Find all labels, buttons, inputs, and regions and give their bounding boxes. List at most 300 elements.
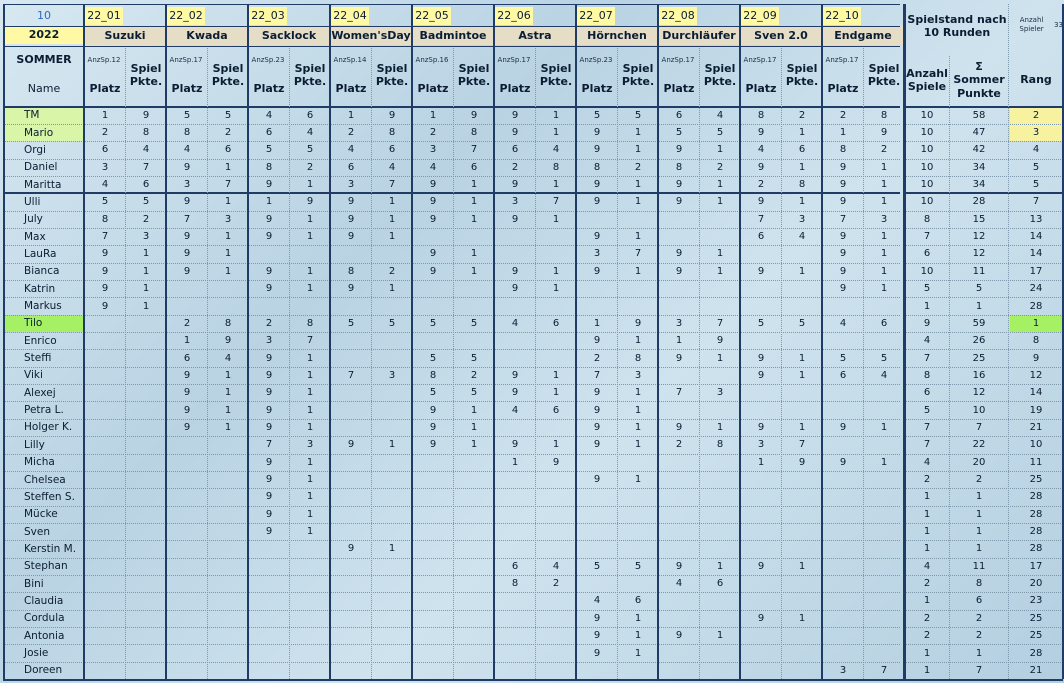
rang-cell: 14	[1029, 387, 1043, 399]
header-rule	[4, 4, 900, 5]
points-cell: 5	[388, 317, 396, 329]
platz-cell	[659, 297, 699, 314]
platz-cell	[823, 401, 863, 418]
game-players-4	[413, 46, 451, 74]
points-cell	[700, 228, 740, 245]
platz-cell: 8	[101, 213, 109, 225]
platz-cell	[659, 471, 699, 488]
platz-cell	[85, 575, 125, 592]
platz-cell: 9	[593, 404, 601, 416]
points-cell	[454, 297, 494, 314]
grid-hline	[4, 280, 900, 281]
platz-cell: 9	[183, 248, 191, 260]
player-name: Alexej	[24, 386, 56, 399]
platz-cell	[413, 558, 453, 575]
platz-cell: 5	[347, 317, 355, 329]
anzahl-cell: 1	[923, 508, 931, 520]
platz-cell: 9	[593, 179, 601, 191]
platz-cell	[85, 610, 125, 627]
platz-cell: 9	[511, 109, 519, 121]
platz-cell	[495, 506, 535, 523]
grid-hline	[906, 471, 1063, 472]
sum-cell: 12	[972, 387, 986, 399]
grid-hline	[906, 332, 1063, 333]
platz-cell	[659, 506, 699, 523]
points-cell	[290, 592, 330, 609]
grid-hline	[906, 315, 1063, 316]
platz-header-6: Platz	[581, 82, 613, 96]
points-cell	[372, 454, 412, 471]
points-cell: 1	[716, 144, 724, 156]
points-cell	[454, 575, 494, 592]
points-cell	[864, 523, 904, 540]
points-cell: 2	[470, 369, 478, 381]
grid-hline	[4, 367, 900, 368]
anzsp-label: AnzSp.	[169, 55, 194, 64]
points-cell	[372, 488, 412, 505]
platz-cell	[577, 575, 617, 592]
points-cell	[864, 610, 904, 627]
platz-cell	[495, 297, 535, 314]
rang-cell: 25	[1029, 630, 1043, 642]
rang-cell: 4	[1032, 144, 1040, 156]
points-cell: 9	[634, 317, 642, 329]
platz-cell: 7	[675, 387, 683, 399]
anzahl-cell: 7	[923, 439, 931, 451]
platz-cell	[659, 662, 699, 679]
points-cell	[372, 384, 412, 401]
points-cell	[536, 644, 576, 661]
points-cell	[782, 575, 822, 592]
points-cell	[864, 297, 904, 314]
player-name: Ulli	[24, 195, 41, 208]
points-cell	[126, 419, 166, 436]
platz-cell: 9	[183, 161, 191, 173]
grid-hline	[4, 349, 900, 350]
points-cell	[536, 610, 576, 627]
platz-cell: 7	[101, 231, 109, 243]
platz-cell: 8	[429, 369, 437, 381]
sum-cell: 11	[972, 265, 986, 277]
player-name: Mario	[4, 124, 84, 141]
points-cell: 8	[880, 109, 888, 121]
platz-cell	[331, 297, 371, 314]
platz-cell: 9	[429, 265, 437, 277]
points-cell: 1	[716, 248, 724, 260]
platz-cell: 1	[757, 456, 765, 468]
platz-cell	[495, 245, 535, 262]
sum-cell: 34	[972, 161, 986, 173]
rang-cell: 14	[1029, 248, 1043, 260]
points-cell	[618, 662, 658, 679]
platz-cell: 1	[511, 456, 519, 468]
platz-cell: 6	[511, 144, 519, 156]
points-cell: 1	[552, 213, 560, 225]
grid-hline	[4, 297, 900, 298]
grid-vline	[699, 46, 700, 679]
platz-cell	[823, 523, 863, 540]
points-cell	[864, 575, 904, 592]
platz-cell	[249, 662, 289, 679]
points-cell	[864, 627, 904, 644]
grid-hline	[4, 506, 900, 507]
points-cell: 1	[634, 335, 642, 347]
platz-cell: 9	[101, 300, 109, 312]
points-cell	[618, 506, 658, 523]
player-count: 17	[849, 55, 859, 64]
points-cell: 1	[798, 560, 806, 572]
anzahl-cell: 2	[923, 612, 931, 624]
points-cell	[372, 471, 412, 488]
points-cell	[700, 592, 740, 609]
game-code-4: 22_05	[413, 7, 451, 25]
points-cell: 8	[552, 161, 560, 173]
points-cell: 1	[306, 456, 314, 468]
col-anzahl-spiele: Anzahl Spiele	[906, 66, 948, 93]
points-cell: 1	[552, 369, 560, 381]
platz-cell: 1	[265, 196, 273, 208]
grid-hline	[4, 315, 900, 316]
platz-cell: 4	[511, 317, 519, 329]
platz-cell	[741, 523, 781, 540]
points-cell: 6	[224, 144, 232, 156]
game-code-2: 22_03	[249, 7, 287, 25]
platz-cell: 9	[265, 404, 273, 416]
platz-cell: 9	[265, 508, 273, 520]
platz-cell: 7	[757, 213, 765, 225]
points-cell: 1	[880, 179, 888, 191]
platz-cell: 6	[511, 560, 519, 572]
platz-cell: 4	[265, 109, 273, 121]
platz-cell	[577, 662, 617, 679]
sum-cell: 47	[972, 127, 986, 139]
platz-cell	[85, 471, 125, 488]
points-cell: 1	[224, 161, 232, 173]
grid-vline	[83, 4, 85, 679]
points-cell	[208, 540, 248, 557]
player-name: Daniel	[24, 161, 58, 174]
anzahl-cell: 4	[923, 335, 931, 347]
platz-cell: 9	[757, 612, 765, 624]
points-cell: 4	[880, 369, 888, 381]
platz-cell: 6	[265, 127, 273, 139]
platz-cell	[413, 332, 453, 349]
points-cell	[372, 349, 412, 366]
rang-cell: 17	[1029, 560, 1043, 572]
platz-header-1: Platz	[171, 82, 203, 96]
platz-cell	[249, 627, 289, 644]
points-cell: 1	[388, 231, 396, 243]
anzahl-cell: 10	[920, 144, 934, 156]
grid-hline	[906, 610, 1063, 611]
spiel-pkte-header-8: Spiel Pkte.	[785, 61, 819, 88]
player-name: LauRa	[24, 247, 57, 260]
platz-cell: 7	[839, 213, 847, 225]
points-cell	[290, 644, 330, 661]
points-cell	[454, 662, 494, 679]
platz-cell	[85, 662, 125, 679]
anzahl-cell: 5	[923, 283, 931, 295]
rang-cell: 10	[1029, 439, 1043, 451]
points-cell: 5	[798, 317, 806, 329]
points-cell: 7	[798, 439, 806, 451]
points-cell	[126, 610, 166, 627]
player-name: Tilo	[4, 315, 84, 332]
grid-hline	[4, 211, 900, 212]
player-name: July	[24, 213, 43, 226]
anzahl-cell: 1	[923, 491, 931, 503]
platz-cell	[577, 506, 617, 523]
points-cell: 2	[388, 265, 396, 277]
grid-hline	[906, 558, 1063, 559]
player-name: Mücke	[24, 508, 58, 521]
platz-cell	[167, 506, 207, 523]
anzahl-cell: 8	[923, 369, 931, 381]
points-cell	[126, 644, 166, 661]
platz-cell	[823, 644, 863, 661]
platz-cell	[167, 610, 207, 627]
player-name: Enrico	[24, 334, 57, 347]
points-cell: 1	[634, 647, 642, 659]
platz-cell: 9	[675, 196, 683, 208]
platz-cell	[823, 332, 863, 349]
points-cell: 5	[470, 352, 478, 364]
points-cell: 2	[306, 161, 314, 173]
platz-cell	[167, 575, 207, 592]
points-cell: 6	[306, 109, 314, 121]
grid-hline	[4, 228, 900, 229]
platz-cell: 9	[101, 248, 109, 260]
grid-vline	[1008, 4, 1009, 679]
points-cell: 1	[470, 196, 478, 208]
platz-cell	[413, 454, 453, 471]
points-cell: 1	[552, 179, 560, 191]
sum-cell: 1	[975, 543, 983, 555]
points-cell	[454, 558, 494, 575]
player-count: 23	[275, 55, 285, 64]
points-cell: 4	[142, 144, 150, 156]
platz-header-8: Platz	[745, 82, 777, 96]
points-cell	[126, 488, 166, 505]
points-cell: 8	[470, 127, 478, 139]
platz-cell: 9	[757, 265, 765, 277]
rang-cell: 28	[1029, 543, 1043, 555]
platz-cell: 4	[183, 144, 191, 156]
platz-cell	[495, 419, 535, 436]
points-cell	[782, 384, 822, 401]
platz-cell	[823, 575, 863, 592]
platz-cell: 9	[593, 439, 601, 451]
anzahl-cell: 10	[920, 265, 934, 277]
points-cell: 1	[634, 421, 642, 433]
game-name-3: Women'sDay	[331, 26, 411, 45]
platz-cell: 9	[757, 127, 765, 139]
points-cell	[454, 228, 494, 245]
points-cell	[536, 245, 576, 262]
grid-vline	[535, 46, 536, 679]
points-cell: 1	[306, 474, 314, 486]
rang-cell: 23	[1029, 595, 1043, 607]
sum-cell: 1	[975, 526, 983, 538]
sum-cell: 25	[972, 352, 986, 364]
platz-cell: 9	[839, 283, 847, 295]
platz-cell: 5	[429, 352, 437, 364]
platz-cell	[577, 211, 617, 228]
game-players-3	[331, 46, 369, 74]
grid-hline	[906, 454, 1063, 455]
platz-cell: 9	[101, 283, 109, 295]
platz-cell	[331, 662, 371, 679]
platz-cell: 9	[265, 352, 273, 364]
points-cell: 1	[798, 369, 806, 381]
platz-cell	[577, 523, 617, 540]
grid-hline	[906, 280, 1063, 281]
platz-cell: 9	[183, 404, 191, 416]
platz-cell: 5	[593, 109, 601, 121]
sum-cell: 28	[972, 196, 986, 208]
platz-cell	[249, 297, 289, 314]
grid-vline	[657, 4, 659, 679]
points-cell	[208, 280, 248, 297]
platz-cell	[413, 488, 453, 505]
platz-cell: 9	[511, 439, 519, 451]
points-cell	[782, 523, 822, 540]
anzsp-label: AnzSp.	[415, 55, 440, 64]
grid-vline	[739, 4, 741, 679]
points-cell	[864, 558, 904, 575]
anzahl-cell: 7	[923, 352, 931, 364]
points-cell: 4	[388, 161, 396, 173]
points-cell	[700, 280, 740, 297]
platz-cell: 9	[265, 387, 273, 399]
grid-hline	[906, 384, 1063, 385]
points-cell: 1	[552, 283, 560, 295]
sum-cell: 2	[975, 630, 983, 642]
points-cell	[208, 558, 248, 575]
spiel-pkte-header-1: Spiel Pkte.	[211, 61, 245, 88]
platz-cell: 1	[183, 335, 191, 347]
points-cell: 1	[224, 404, 232, 416]
points-cell	[290, 575, 330, 592]
platz-cell	[85, 592, 125, 609]
platz-cell	[167, 662, 207, 679]
points-cell: 1	[306, 508, 314, 520]
platz-cell: 9	[839, 421, 847, 433]
player-count: 17	[193, 55, 203, 64]
anzsp-label: AnzSp.	[661, 55, 686, 64]
platz-cell: 3	[593, 248, 601, 260]
platz-cell	[167, 540, 207, 557]
sum-cell: 1	[975, 647, 983, 659]
group-separator	[906, 192, 1063, 194]
platz-cell: 9	[593, 231, 601, 243]
points-cell	[290, 558, 330, 575]
grid-hline	[4, 436, 900, 437]
grid-hline	[906, 662, 1063, 663]
platz-cell: 9	[757, 560, 765, 572]
points-cell: 1	[716, 421, 724, 433]
platz-cell: 9	[593, 647, 601, 659]
platz-cell	[413, 644, 453, 661]
platz-cell: 3	[347, 179, 355, 191]
platz-cell: 8	[511, 578, 519, 590]
platz-cell: 4	[757, 144, 765, 156]
platz-cell: 4	[511, 404, 519, 416]
points-cell	[700, 297, 740, 314]
platz-cell: 6	[675, 109, 683, 121]
platz-cell: 9	[675, 248, 683, 260]
points-cell	[126, 592, 166, 609]
points-cell: 9	[470, 109, 478, 121]
points-cell	[536, 592, 576, 609]
platz-cell	[495, 644, 535, 661]
game-name-5: Astra	[495, 26, 575, 45]
platz-cell	[167, 558, 207, 575]
sum-cell: 34	[972, 179, 986, 191]
platz-cell	[85, 506, 125, 523]
points-cell: 6	[798, 144, 806, 156]
points-cell: 1	[306, 352, 314, 364]
anzahl-cell: 1	[923, 647, 931, 659]
points-cell: 3	[798, 213, 806, 225]
grid-hline	[4, 610, 900, 611]
game-name-2: Sacklock	[249, 26, 329, 45]
points-cell	[782, 592, 822, 609]
platz-cell	[741, 662, 781, 679]
platz-cell: 9	[511, 283, 519, 295]
platz-cell	[249, 540, 289, 557]
points-cell: 4	[224, 352, 232, 364]
platz-cell: 9	[265, 474, 273, 486]
platz-cell	[331, 575, 371, 592]
points-cell	[454, 332, 494, 349]
platz-cell: 9	[511, 369, 519, 381]
anzahl-cell: 10	[920, 161, 934, 173]
grid-hline	[4, 124, 900, 125]
anzahl-cell: 10	[920, 196, 934, 208]
points-cell: 1	[306, 491, 314, 503]
player-count: 12	[111, 55, 121, 64]
platz-cell: 8	[593, 161, 601, 173]
player-name: Holger K.	[24, 421, 73, 434]
platz-cell: 2	[101, 127, 109, 139]
grid-hline	[906, 124, 1063, 125]
points-cell: 8	[224, 317, 232, 329]
sum-cell: 12	[972, 248, 986, 260]
grid-hline	[4, 384, 900, 385]
rang-cell: 25	[1029, 474, 1043, 486]
anzahl-cell: 6	[923, 248, 931, 260]
grid-hline	[4, 263, 900, 264]
grid-hline	[906, 401, 1063, 402]
points-cell: 1	[306, 265, 314, 277]
points-cell: 1	[716, 630, 724, 642]
platz-cell: 9	[593, 387, 601, 399]
rang-cell: 14	[1029, 231, 1043, 243]
points-cell: 1	[306, 283, 314, 295]
points-cell: 1	[388, 283, 396, 295]
points-cell: 2	[552, 578, 560, 590]
points-cell	[618, 540, 658, 557]
points-cell	[864, 436, 904, 453]
points-cell: 1	[552, 387, 560, 399]
points-cell: 3	[142, 231, 150, 243]
sum-cell: 2	[975, 612, 983, 624]
points-cell	[782, 280, 822, 297]
platz-cell: 3	[429, 144, 437, 156]
platz-cell: 9	[183, 421, 191, 433]
points-cell: 3	[880, 213, 888, 225]
